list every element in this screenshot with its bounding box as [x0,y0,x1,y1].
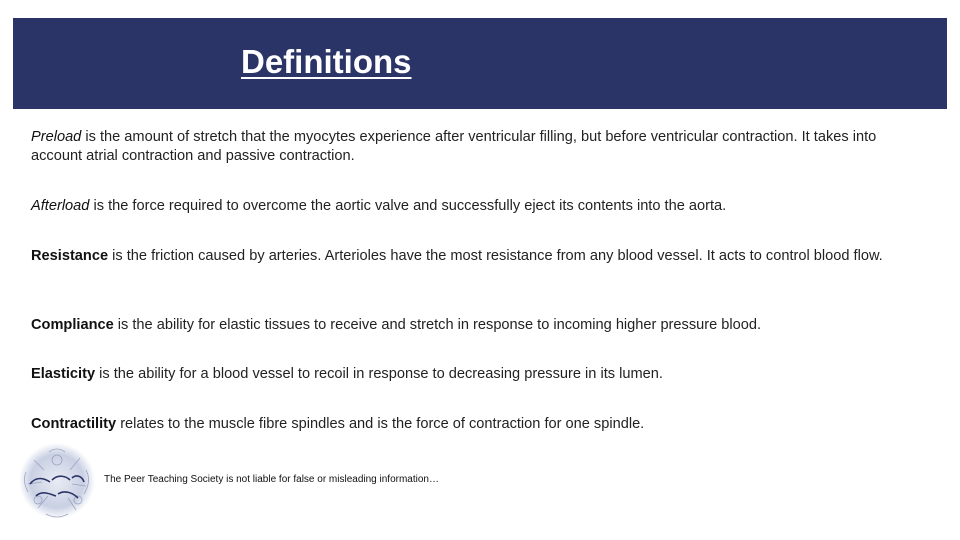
definition-afterload [31,197,931,216]
definition-text: is the ability for elastic tissues to receive and stretch in response to incoming higher pressure blood. [113,317,762,333]
peer-teaching-society-logo-icon [14,440,100,522]
definition-contractility [31,415,931,434]
footer-disclaimer: The Peer Teaching Society is not liable for false or misleading information… [104,474,439,485]
definition-resistance [31,247,931,266]
definition-elasticity [31,365,931,384]
definition-term: Afterload [31,198,90,214]
definition-text: is the ability for a blood vessel to recoil in response to decreasing pressure in its lumen. [95,366,663,382]
definition-text: is the friction caused by arteries. Arterioles have the most resistance from any blood vessel. It acts to control blood flow. [108,248,883,264]
definition-text: is the force required to overcome the aortic valve and successfully eject its contents into the aorta. [89,198,727,214]
definition-term: Elasticity [31,366,96,382]
page-title: Definitions [241,43,412,80]
definition-text: relates to the muscle fibre spindles and is the force of contraction for one spindle. [116,416,645,432]
definition-text: is the amount of stretch that the myocytes experience after ventricular filling, but before ventricular contraction. It takes into account atrial contraction and passive contraction. [31,129,877,164]
definition-term: Compliance [31,317,114,333]
definition-preload [31,128,931,166]
definition-term: Resistance [31,248,109,264]
definition-compliance [31,316,931,335]
title-banner [13,18,947,109]
definition-term: Contractility [31,416,117,432]
definition-term: Preload [31,129,82,145]
